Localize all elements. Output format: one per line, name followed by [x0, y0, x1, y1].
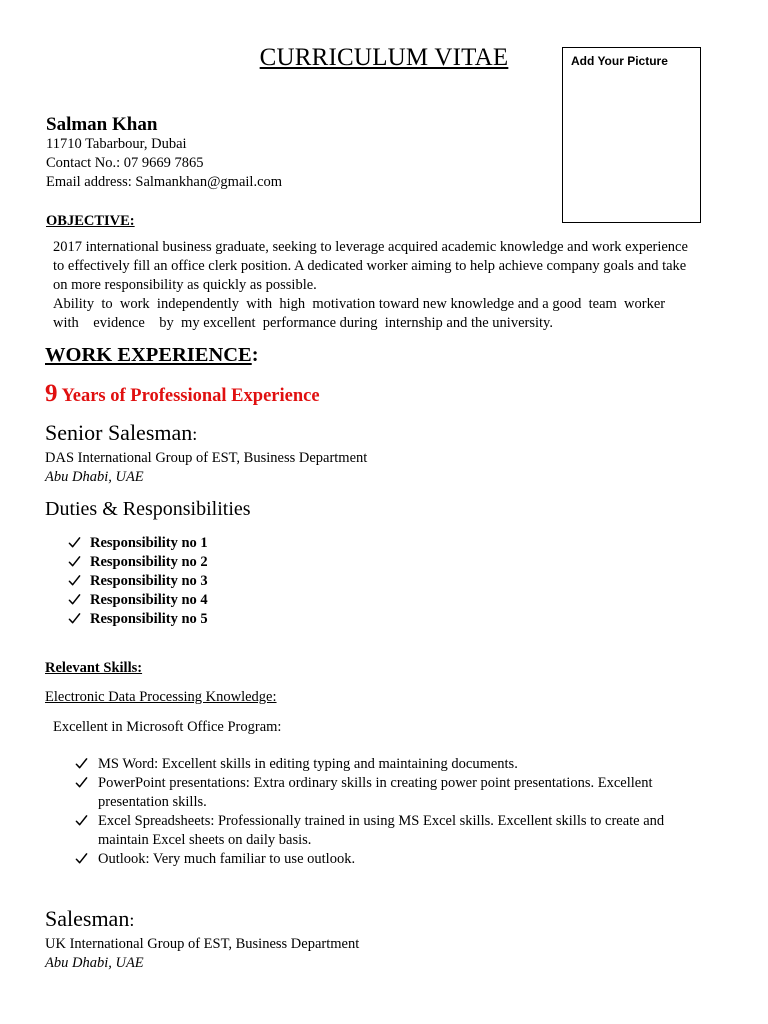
years-number: 9 [45, 380, 58, 407]
checkmark-icon [68, 591, 82, 610]
list-item [75, 755, 725, 774]
photo-placeholder-label: Add Your Picture [571, 54, 668, 68]
job1-location: Abu Dhabi, UAE [45, 469, 144, 485]
document-title-text: CURRICULUM VITAE [259, 44, 509, 71]
address-line: 11710 Tabarbour, Dubai [46, 136, 187, 152]
email-line: Email address: Salmankhan@gmail.com [46, 174, 283, 190]
list-item [75, 850, 725, 869]
work-experience-heading-text: WORK EXPERIENCE [45, 344, 252, 366]
job1-company: DAS International Group of EST, Business Department [45, 450, 368, 466]
skills-heading: Relevant Skills: [45, 660, 143, 676]
objective-line-3: on more responsibility as quickly as possible. [53, 277, 317, 293]
objective-line-4: Ability to work independently with high motivation toward new knowledge and a good team worker [53, 296, 666, 312]
skill-line-2: presentation skills. [98, 794, 207, 810]
job2-title-text: Salesman [45, 906, 130, 931]
skills-subheading: Electronic Data Processing Knowledge: [45, 689, 277, 705]
list-item [68, 534, 368, 553]
skill-line-1: MS Word: Excellent skills in editing typing and maintaining documents. [98, 756, 518, 772]
candidate-name: Salman Khan [46, 114, 158, 135]
responsibility-text: Responsibility no 2 [90, 554, 208, 570]
phone-line: Contact No.: 07 9669 7865 [46, 155, 204, 171]
skill-line-2: maintain Excel sheets on daily basis. [98, 832, 312, 848]
job2-title-colon: : [129, 910, 135, 930]
job1-title-colon: : [192, 424, 198, 444]
checkmark-icon [68, 572, 82, 591]
list-item [75, 774, 725, 812]
years-experience [45, 380, 320, 408]
job2-company: UK International Group of EST, Business Department [45, 936, 360, 952]
skill-line-1: Excel Spreadsheets: Professionally trained in using MS Excel skills. Excellent skills to create and [98, 813, 665, 829]
checkmark-icon [68, 610, 82, 629]
checkmark-icon [68, 534, 82, 553]
responsibility-text: Responsibility no 4 [90, 592, 208, 608]
duties-heading: Duties & Responsibilities [45, 498, 251, 520]
responsibility-text: Responsibility no 5 [90, 611, 208, 627]
list-item [68, 553, 368, 572]
work-experience-heading-colon: : [251, 344, 259, 366]
checkmark-icon [75, 812, 89, 831]
list-item [75, 812, 725, 850]
photo-placeholder-box [562, 47, 701, 223]
skills-list [75, 755, 725, 869]
job1-title-text: Senior Salesman [45, 420, 193, 445]
objective-line-5: with evidence by my excellent performance during internship and the university. [53, 315, 553, 331]
checkmark-icon [75, 755, 89, 774]
job2-title [45, 906, 134, 932]
checkmark-icon [75, 850, 89, 869]
list-item [68, 591, 368, 610]
objective-line-2: to effectively fill an office clerk position. A dedicated worker aiming to help achieve company goals and take [53, 258, 687, 274]
checkmark-icon [75, 774, 89, 793]
objective-heading: OBJECTIVE: [46, 213, 135, 229]
responsibility-text: Responsibility no 1 [90, 535, 208, 551]
skills-intro: Excellent in Microsoft Office Program: [53, 719, 282, 735]
checkmark-icon [68, 553, 82, 572]
skill-line-1: PowerPoint presentations: Extra ordinary skills in creating power point presentations. Excellent [98, 775, 653, 791]
responsibilities-list [68, 534, 368, 629]
objective-line-1: 2017 international business graduate, seeking to leverage acquired academic knowledge and work experience [53, 239, 688, 255]
skill-line-1: Outlook: Very much familiar to use outlook. [98, 851, 356, 867]
years-text: Years of Professional Experience [61, 386, 320, 406]
job1-title [45, 420, 197, 446]
responsibility-text: Responsibility no 3 [90, 573, 208, 589]
list-item [68, 610, 368, 629]
list-item [68, 572, 368, 591]
work-experience-heading [45, 344, 259, 367]
job2-location: Abu Dhabi, UAE [45, 955, 144, 971]
